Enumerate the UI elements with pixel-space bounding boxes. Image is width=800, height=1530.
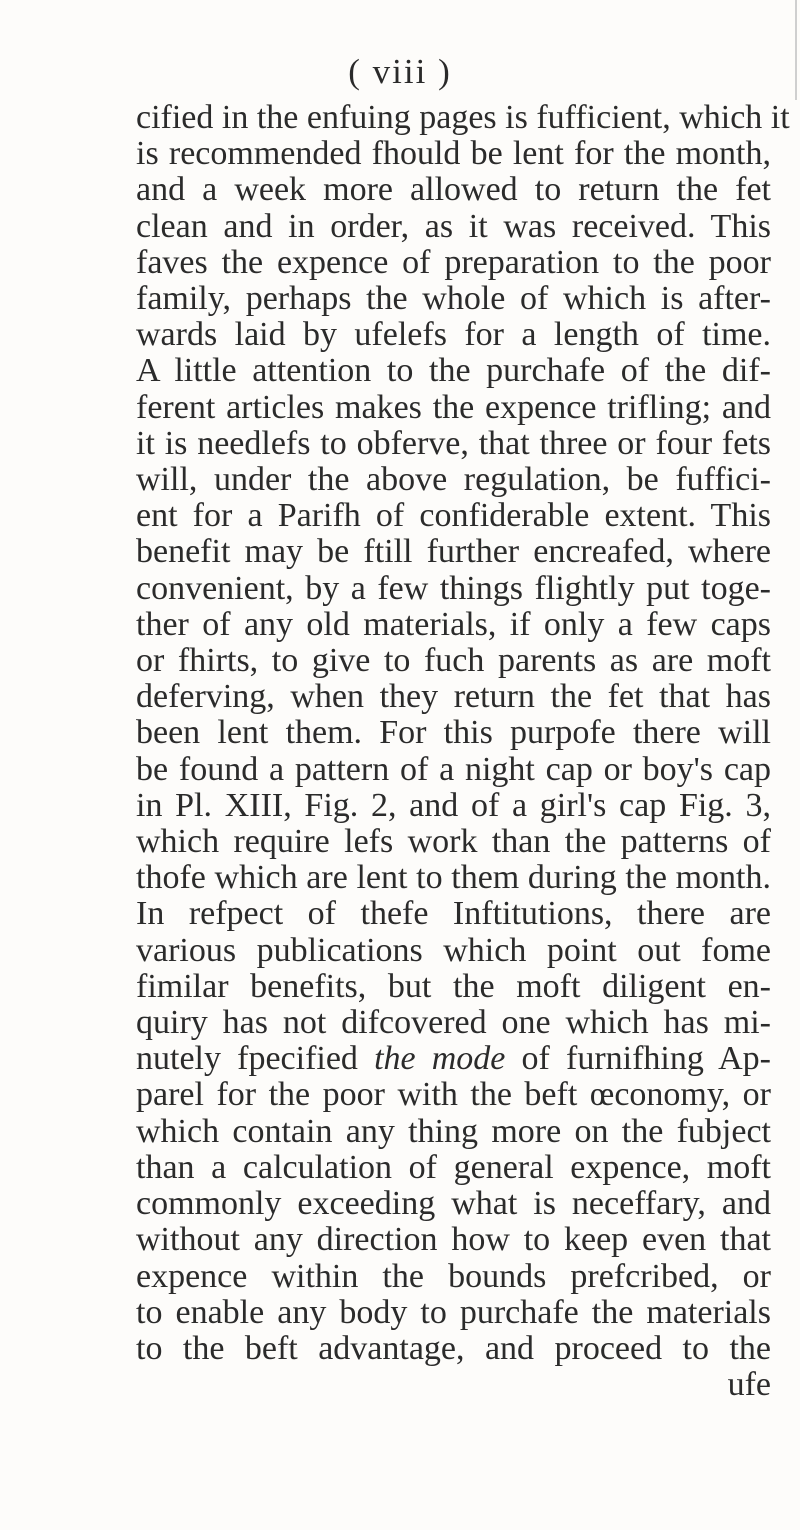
text-line: family, perhaps the whole of which is after- xyxy=(136,280,771,318)
text-line: convenient, by a few things flightly put toge- xyxy=(136,569,771,607)
text-line: or fhirts, to give to fuch parents as are moft xyxy=(136,642,771,680)
text-line: thofe which are lent to them during the month. xyxy=(136,859,771,897)
page-number: ( viii ) xyxy=(348,52,452,91)
text-line: benefit may be ftill further encreafed, where xyxy=(136,533,771,571)
text-line: which require lefs work than the patterns of xyxy=(136,823,771,861)
text-line: commonly exceeding what is neceffary, and xyxy=(136,1185,771,1223)
text-line: A little attention to the purchafe of the dif- xyxy=(136,352,771,390)
text-line: parel for the poor with the beft œconomy, or xyxy=(136,1076,771,1114)
italic-phrase: the mode xyxy=(374,1040,506,1078)
text-line: clean and in order, as it was received. This xyxy=(136,207,771,245)
text-line: is recommended fhould be lent for the month, xyxy=(136,135,771,173)
text-line: and a week more allowed to return the fet xyxy=(136,171,771,209)
text-line: in Pl. XIII, Fig. 2, and of a girl's cap Fig. 3, xyxy=(136,786,771,824)
text-line: quiry has not difcovered one which has mi- xyxy=(136,1004,771,1042)
text-line: In refpect of thefe Inftitutions, there are xyxy=(136,895,771,933)
text-line: various publications which point out fome xyxy=(136,931,771,969)
text-line: which contain any thing more on the fubject xyxy=(136,1112,771,1150)
text-line: ther of any old materials, if only a few caps xyxy=(136,605,771,643)
text-line: deferving, when they return the fet that has xyxy=(136,678,771,716)
catchword: ufe xyxy=(727,1366,771,1404)
text-line: be found a pattern of a night cap or boy's cap xyxy=(136,750,771,788)
text-line: fimilar benefits, but the moft diligent en- xyxy=(136,967,771,1005)
text-line: been lent them. For this purpofe there will xyxy=(136,714,771,752)
text-line: cified in the enfuing pages is fufficient, which it xyxy=(136,99,790,136)
text-line: faves the expence of preparation to the poor xyxy=(136,243,771,281)
text-fragment: nutely fpecified xyxy=(136,1040,358,1078)
body-text xyxy=(136,100,800,1403)
text-line: ent for a Parifh of confiderable extent. This xyxy=(136,497,771,535)
text-line: will, under the above regulation, be fuffici- xyxy=(136,461,771,499)
text-line: it is needlefs to obferve, that three or four fets xyxy=(136,424,771,462)
text-line: to enable any body to purchafe the materials xyxy=(136,1293,771,1331)
text-line-mixed xyxy=(136,1041,771,1077)
text-line: to the beft advantage, and proceed to the xyxy=(136,1329,771,1367)
text-line: expence within the bounds prefcribed, or xyxy=(136,1257,771,1295)
text-fragment: of furnifhing Ap- xyxy=(521,1040,772,1078)
text-line: than a calculation of general expence, moft xyxy=(136,1148,771,1186)
text-line: wards laid by ufelefs for a length of time. xyxy=(136,316,771,354)
text-line: without any direction how to keep even that xyxy=(136,1221,771,1259)
text-line: ferent articles makes the expence trifling; and xyxy=(136,388,771,426)
